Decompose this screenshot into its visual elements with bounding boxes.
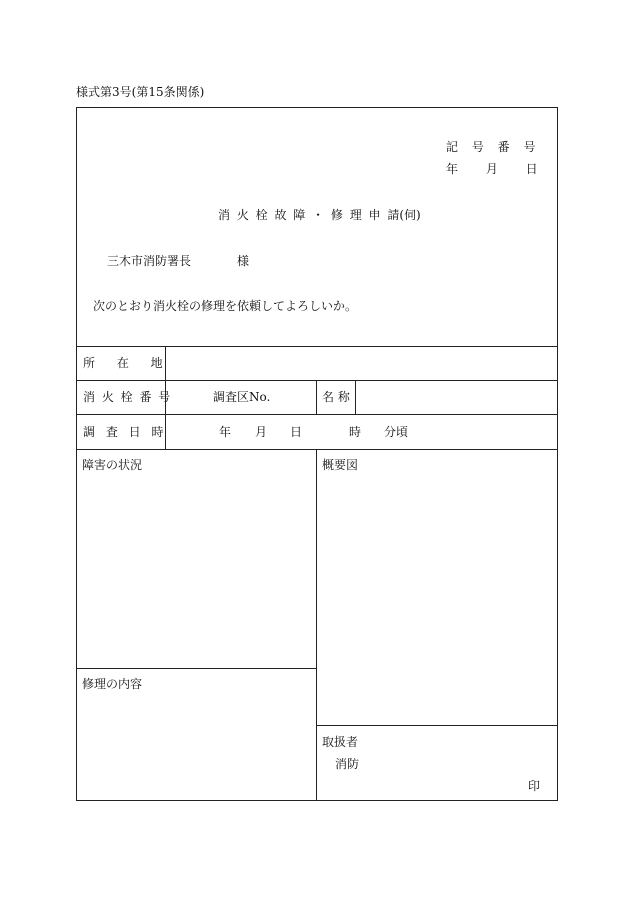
damage-repair-divider bbox=[76, 668, 317, 669]
location-label: 所 在 地 bbox=[83, 356, 163, 370]
handler-dept: 消防 bbox=[335, 757, 360, 771]
name-label-divider bbox=[355, 380, 356, 414]
survey-date-hour: 時 bbox=[349, 425, 362, 439]
survey-area-label: 調査区No. bbox=[213, 390, 271, 404]
survey-date-year: 年 bbox=[219, 425, 232, 439]
row-divider-3 bbox=[76, 414, 558, 415]
survey-date-day: 日 bbox=[290, 425, 303, 439]
doc-number-label: 記 号 番 号 bbox=[446, 140, 536, 154]
seal-mark: 印 bbox=[528, 779, 541, 793]
map-handler-divider bbox=[316, 725, 558, 726]
document-title: 消 火 栓 故 障 ・ 修 理 申 請(伺) bbox=[218, 208, 421, 222]
repair-content-label: 修理の内容 bbox=[82, 677, 143, 691]
hydrant-number-label: 消 火 栓 番 号 bbox=[83, 390, 171, 404]
row-divider-4 bbox=[76, 449, 558, 450]
request-text: 次のとおり消火栓の修理を依頼してよろしいか。 bbox=[93, 299, 358, 313]
row-divider-1 bbox=[76, 346, 558, 347]
date-label: 年 月 日 bbox=[446, 162, 538, 176]
lower-center-divider bbox=[316, 449, 317, 801]
damage-status-label: 障害の状況 bbox=[82, 458, 143, 472]
form-label: 様式第3号(第15条関係) bbox=[76, 85, 205, 99]
addressee-name: 三木市消防署長 bbox=[107, 254, 192, 268]
handler-label: 取扱者 bbox=[322, 735, 359, 749]
overview-map-label: 概要図 bbox=[322, 458, 359, 472]
survey-area-divider bbox=[316, 380, 317, 414]
survey-date-label: 調 査 日 時 bbox=[83, 425, 164, 439]
survey-date-minute: 分頃 bbox=[384, 425, 409, 439]
name-label: 名 称 bbox=[322, 390, 350, 404]
survey-date-month: 月 bbox=[255, 425, 268, 439]
row-divider-2 bbox=[76, 380, 558, 381]
addressee-honorific: 様 bbox=[237, 254, 250, 268]
